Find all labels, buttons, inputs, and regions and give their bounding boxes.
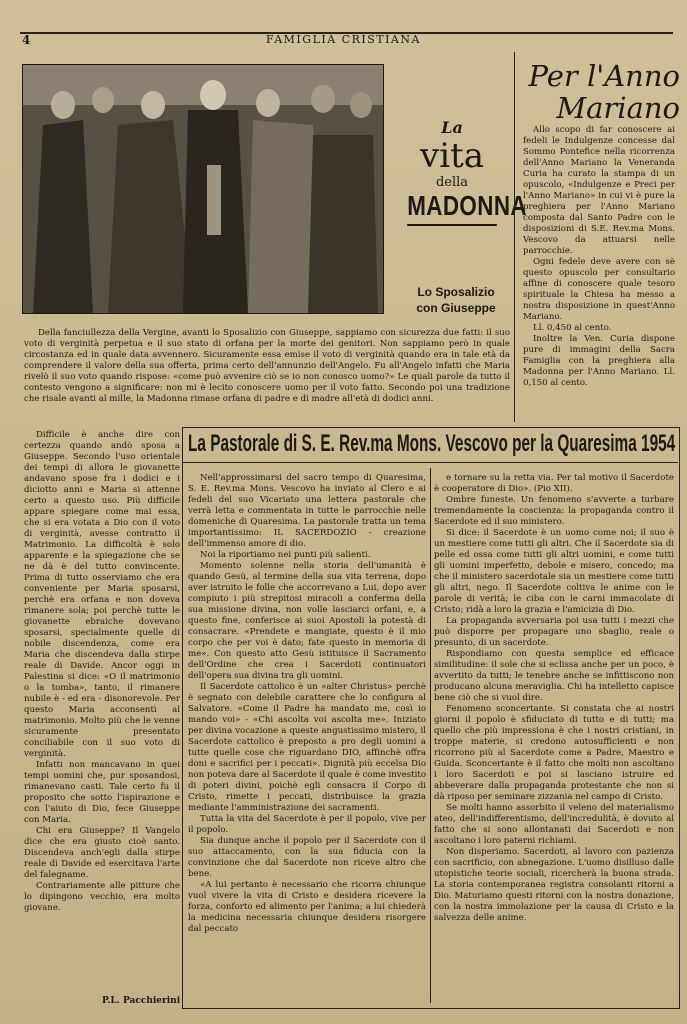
pastorale-paragraph: Rispondiamo con questa semplice ed efficace similitudine: il sole che si eclissa anche per un poco, è avvertito da tutti; le tenebre anche se infittiscono non producano alcuna meraviglia. Chi ha intelletto capisce bene ciò che si vuol dire. bbox=[434, 649, 674, 703]
sidebar-text bbox=[523, 125, 675, 389]
pastorale-headline: La Pastorale di S. E. Rev.ma Mons. Vescovo per la Quaresima 1954 bbox=[188, 430, 676, 457]
feature-title-madonna: MADONNA bbox=[407, 190, 497, 226]
feature-title bbox=[396, 118, 527, 226]
sidebar-title-line-1: Per l'Anno bbox=[528, 59, 680, 93]
photo-caption bbox=[400, 284, 512, 316]
page-number: 4 bbox=[22, 33, 31, 47]
pastorale-paragraph: La propaganda avversaria poi usa tutti i mezzi che può disporre per propagare uno sbaglio, reale o presunto, di un sacerdote. bbox=[434, 616, 674, 648]
article-left-column bbox=[24, 430, 180, 914]
pastorale-paragraph: Fenomeno sconcertante. Si constata che ai nostri giorni il popolo è sfiduciato di tutto e di tutti; ma quello che più impressiona è che i nostri cristiani, in troppe materie, si credono autosufficienti e non ricorrono più al Sacerdote come a Padre, Maestro e Guida. Sconcertante è il fatto che molti non ascoltano i loro Sacerdoti e poi si lasciano istruire ed abbeverare dalla propaganda protestante che non si dà riposo per seminare zizzania nel campo di Cristo. bbox=[434, 704, 674, 802]
pastorale-paragraph: Momento solenne nella storia dell'umanità è quando Gesù, al termine della sua vita terrena, dopo aver istruito le folle che accorrevano a Lui, dopo aver compiuto i più strepitosi miracoli a conferma della sua missione divina, non volle lasciarci orfani, e, a questo fine, conferisce ai suoi Apostoli la potestà di consacrare. «Prendete e mangiate, questo è il mio corpo che per voi è dato; fate questo in memoria di me». Con questo atto Gesù istituisce il Sacramento dell'Ordine che crea i Sacerdoti continuatori dell'opera sua divina tra gli uomini. bbox=[188, 561, 426, 681]
pastorale-paragraph: Sia dunque anche il popolo per il Sacerdote con il suo attaccamento, con la sua fiducia con la convinzione che dal Sacerdote non riceve altro che bene. bbox=[188, 836, 426, 879]
feature-title-la: La bbox=[441, 118, 463, 137]
publication-title: FAMIGLIA CRISTIANA bbox=[266, 33, 421, 46]
feature-title-della: della bbox=[435, 175, 469, 190]
intro-paragraph: Della fanciullezza della Vergine, avanti lo Sposalizio con Giuseppe, sappiamo con sicurezza due fatti: il suo voto di verginità perpetua e il suo stato di orfana per la morte dei genitori. Non sappiamo però in quale circostanza ed in quale data avvennero. Sicuramente essa emise il voto di verginità quando era in tale età da comprendere il valore della sua offerta, prima certo dell'annunzio dell'Angelo. Fu all'Angelo infatti che Maria rivelò il suo voto quando rispose: «come può avvenire ciò se io non conosco uomo?» Le quali parole da tutto il contesto vengono a significare: non mi è lecito conoscere uomo per il voto fatto. Secondo poi una tradizione che risale avanti al mille, la Madonna rimase orfana di padre e di madre all'età di dodici anni. bbox=[24, 328, 510, 404]
article-paragraph: Difficile è anche dire con certezza quando andò sposa a Giuseppe. Secondo l'uso orientale dei tempi di allora le giovanette andavano spose fra i dodici e i diciotto anni e Maria si attenne certo a questo uso. Più difficile appare spiegare come mai essa, che si era votata a Dio con il voto di verginità, avesse contratto il Matrimonio. La difficoltà è solo apparente e la spiegazione che se ne dà è del tutto convincente. Prima di tutto osserviamo che era conveniente per Maria sposarsi, perchè era orfana e non doveva rimanere sola; poi perchè tutte le giovanette ebraiche dovevano sposarsi, specialmente quelle di nobile discendenza, come era Maria che discendeva dalla stirpe reale di Davide. Ancor oggi in Palestina si dice: «O il matrimonio o la tomba», tanto, il rimanere nubile è - ed era - disonorevole. Per questo Maria acconsentì al matrimonio. Molto più che le venne sicuramente presentato conciliabile con il suo voto di verginità. bbox=[24, 430, 180, 759]
sidebar-paragraph: Allo scopo di far conoscere ai fedeli le Indulgenze concesse dal Sommo Pontefice nella ricorrenza dell'Anno Mariano la Veneranda Curia ha curato la stampa di un opuscolo, «Indulgenze e Preci per l'Anno Mariano» in cui vi è pure la preghiera per l'Anno Mariano composta dal Santo Padre con le disposizioni di S.E. Rev.ma Mons. Vescovo da attuarsi nelle parrocchie. bbox=[523, 125, 675, 256]
pastorale-paragraph: Noi la riportiamo nei punti più salienti. bbox=[200, 550, 371, 560]
pastorale-column-b bbox=[434, 473, 674, 924]
pastorale-paragraph: Tutta la vita del Sacerdote è per il popolo, vive per il popolo. bbox=[188, 814, 426, 835]
pastorale-paragraph: Non disperiamo. Sacerdoti, al lavoro con pazienza con sacrificio, con abnegazione. L'uomo disilluso dalle utopistiche teorie sociali, ricercherà la buona strada. La storia contemporanea registra consolanti ritorni a Dio. Maturiamo questi ritorni con la nostra donazione, con la nostra immolazione per la causa di Cristo e la salvezza delle anime. bbox=[434, 847, 674, 923]
pastorale-paragraph: «A lui pertanto è necessario che ricorra chiunque vuol vivere la vita di Cristo e desidera ricevere la forza, conforto ed alimento per l'anima; a lui chiederà la medicina necessaria chiunque desidera risorgere dal peccato bbox=[188, 880, 426, 934]
caption-line-2: con Giuseppe bbox=[416, 301, 496, 315]
sidebar-paragraph: Ogni fedele deve avere con sè questo opuscolo per consultario affine di conoscere quale tesoro spirituale la Chiesa ha messo a nostra disposizione in quest'Anno Mariano. bbox=[523, 257, 675, 322]
pastorale-paragraph: Si dice: il Sacerdote è un uomo come noi; il suo è un mestiere come tutti gli altri. Che il Sacerdote sia di pelle ed ossa come tutti gli altri uomini, e come tutti gli uomini imperfetto, debole e misero, concedo; ma che il ministero sacerdotale sia un mestiere come tutti gli altri, nego. Il Sacerdote coltiva le anime con le parole di verità; le ciba con le carni immacolate di Cristo; ridà a loro la grazia e l'amicizia di Dio. bbox=[434, 528, 674, 615]
pastorale-paragraph: Nell'approssimarsi del sacro tempo di Quaresima, S. E. Rev.ma Mons. Vescovo ha inviato al Clero e ai fedeli del suo Vicariato una lettera pastorale che verrà letta e commentata in tutte le parrocchie nelle domeniche di Quaresima. La pastorale tratta un tema importantissimo: IL SACERDOZIO - creazione dell'immenso amore di dio. bbox=[188, 473, 426, 549]
caption-line-1: Lo Sposalizio bbox=[417, 285, 495, 299]
sidebar-title bbox=[520, 60, 680, 124]
article-paragraph: Contrariamente alle pitture che lo dipingono vecchio, era molto giovane. bbox=[24, 881, 180, 913]
feature-title-vita: vita bbox=[419, 136, 484, 176]
author-signature: P.L. Pacchierini bbox=[102, 996, 181, 1006]
sidebar-paragraph: Ll. 0,450 al cento. bbox=[533, 323, 612, 333]
column-divider bbox=[514, 52, 515, 422]
pastorale-paragraph: Ombre funeste. Un fenomeno s'avverte a turbare tremendamente la coscienza: la propaganda contro il Sacerdote ed il suo ministero. bbox=[434, 495, 674, 527]
pastorale-paragraph: Il Sacerdote cattolico è un «alter Christus» perchè è segnato con delebile carattere che lo configura al Salvatore. «Come il Padre ha mandato me, così io mando voi» - «Chi ascolta voi ascolta me». Iniziato per divina vocazione a queste angustissimo mistero, il Sacerdote cattolico è preposto a pro degli uomini a tutte quelle cose che riguardano DIO, affinchè offra doni e sacrifici per i peccati». Dignità più eccelsa Dio non poteva dare al Sacerdote il quale è come investito di poteri divini, poichè egli consacra il Corpo di Cristo, rimette i peccati, distribuisce la grazia mediante l'amministrazione dei sacramenti. bbox=[188, 682, 426, 813]
article-paragraph: Chi era Giuseppe? Il Vangelo dice che era giusto cioè santo. Discendeva anch'egli dalla stirpe reale di Davide ed esercitava l'arte del falegname. bbox=[24, 826, 180, 880]
pastorale-column-a bbox=[188, 473, 426, 935]
pastorale-headline-rule bbox=[182, 462, 678, 463]
pastorale-paragraph: Se molti hanno assorbito il veleno del materialismo ateo, dell'indifferentismo, dell'incredulità, è dovuto al fatto che si sono allontanati dai Sacerdoti e non ascoltano i loro paterni richiami. bbox=[434, 803, 674, 846]
sidebar-title-line-2: Mariano bbox=[556, 91, 680, 125]
article-paragraph: Infatti non mancavano in quei tempi uomini che, pur sposandosi, rimanevano casti. Tale certo fu il proposito che sotto l'ispirazione e con l'aiuto di Dio, fece Giuseppe con Maria. bbox=[24, 760, 180, 825]
wedding-painting-image bbox=[22, 64, 384, 314]
pastorale-paragraph: e tornare su la retta via. Per tal motivo il Sacerdote è cooperatore di Dio». (Pio XII). bbox=[434, 473, 674, 494]
sidebar-paragraph: Inoltre la Ven. Curia dispone pure di immagini della Sacra Famiglia con la preghiera alla Madonna per l'Anno Mariano. Ll. 0,150 al cento. bbox=[523, 334, 675, 388]
pastorale-column-divider bbox=[430, 468, 431, 1003]
article-intro bbox=[24, 328, 510, 405]
